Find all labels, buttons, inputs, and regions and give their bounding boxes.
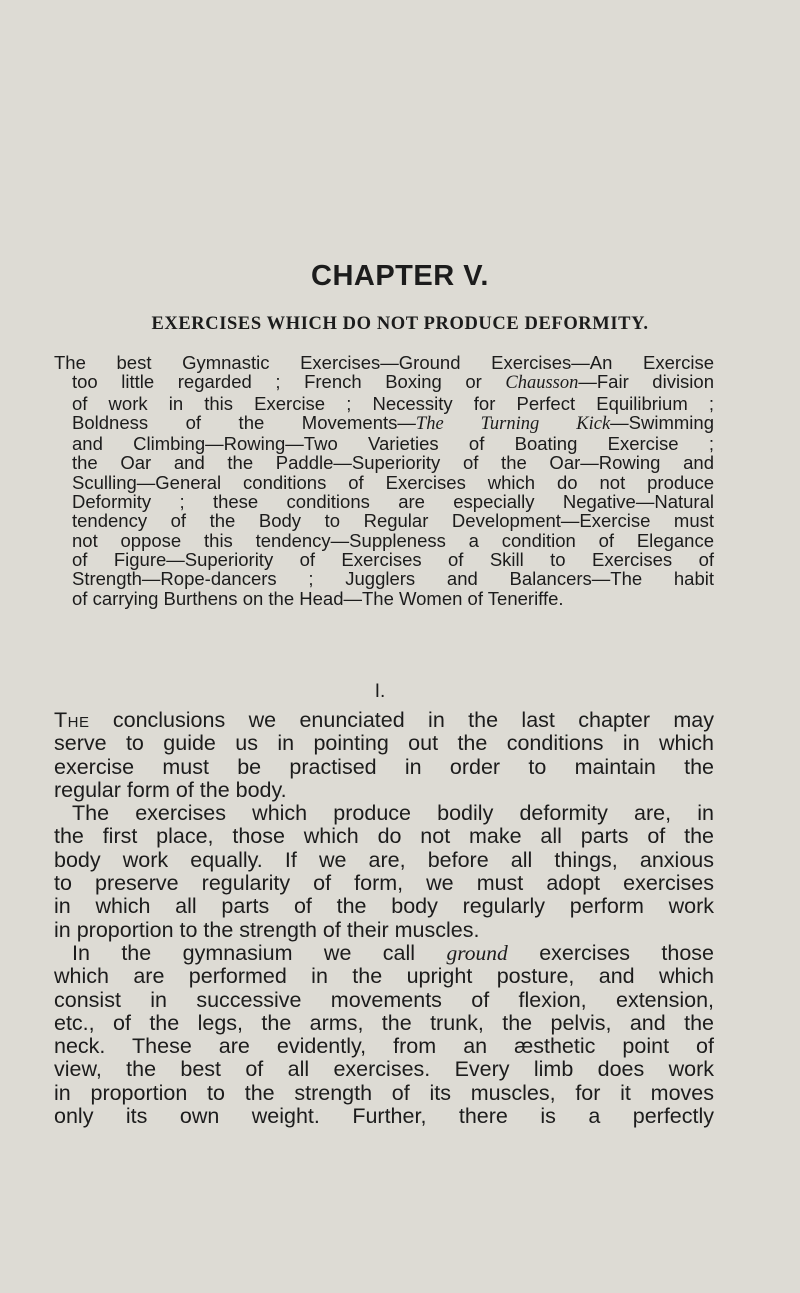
body-line xyxy=(54,756,714,779)
body-line xyxy=(54,825,714,848)
body-line xyxy=(54,1058,714,1081)
summary-text: Deformity ; these conditions are especially Negative—Natural xyxy=(72,491,714,513)
italic-term: ground xyxy=(446,940,508,965)
lead-word: The xyxy=(54,708,90,732)
summary-line xyxy=(54,550,714,569)
body-line xyxy=(54,709,714,732)
body-text: conclusions we enunciated in the last chapter may xyxy=(89,708,714,732)
summary-text: of work in this Exercise ; Necessity for Perfect Equilibrium ; xyxy=(72,392,714,414)
body-line xyxy=(54,989,714,1012)
summary-line xyxy=(54,372,714,393)
body-line xyxy=(54,895,714,918)
summary-text: Boldness of the Movements— xyxy=(72,411,416,433)
body-line xyxy=(54,779,714,802)
summary-text: Sculling—General conditions of Exercises which do not produce xyxy=(72,471,714,493)
summary-text-after: —Fair division xyxy=(578,371,714,393)
italic-term: The Turning Kick xyxy=(415,413,611,434)
body-text: to preserve regularity of form, we must adopt exercises xyxy=(54,871,714,896)
body-text-after: exercises those xyxy=(507,940,714,965)
summary-text: Strength—Rope-dancers ; Jugglers and Balancers—The habit xyxy=(72,568,714,590)
body-text: in proportion to the strength of its muscles, for it moves xyxy=(54,1080,714,1105)
body-text: serve to guide us in pointing out the conditions in which xyxy=(54,731,714,756)
chapter-subtitle: EXERCISES WHICH DO NOT PRODUCE DEFORMITY. xyxy=(151,314,649,334)
italic-term: Chausson xyxy=(505,373,579,394)
summary-line xyxy=(54,569,714,588)
summary-line xyxy=(54,434,714,453)
summary-text-after: —Swimming xyxy=(610,411,714,433)
body-text: The exercises which produce bodily deformity are, in xyxy=(72,801,714,826)
summary-text: of Figure—Superiority of Exercises of Skill to Exercises of xyxy=(72,548,714,570)
body-text: view, the best of all exercises. Every limb does work xyxy=(54,1057,714,1082)
summary-line xyxy=(54,589,714,608)
summary-line xyxy=(54,492,714,511)
body-text: in proportion to the strength of their muscles. xyxy=(54,917,480,942)
body-line xyxy=(54,919,714,942)
body-line xyxy=(54,1035,714,1058)
body-text: exercise must be practised in order to maintain the xyxy=(54,754,714,779)
body-line xyxy=(54,802,714,825)
body-line xyxy=(54,732,714,755)
body-text xyxy=(54,709,714,1128)
summary-line xyxy=(54,511,714,530)
body-text: consist in successive movements of flexion, extension, xyxy=(54,987,714,1012)
summary-text: too little regarded ; French Boxing or xyxy=(72,371,506,393)
chapter-summary xyxy=(54,353,714,608)
body-line xyxy=(54,1012,714,1035)
summary-line xyxy=(54,353,714,372)
body-text: body work equally. If we are, before all things, anxious xyxy=(54,847,714,872)
summary-text: not oppose this tendency—Suppleness a condition of Elegance xyxy=(72,529,714,551)
body-line xyxy=(54,849,714,872)
body-line xyxy=(54,965,714,988)
body-line xyxy=(54,942,714,965)
summary-line xyxy=(54,413,714,434)
body-text: the first place, those which do not make all parts of the xyxy=(54,824,714,849)
body-text: only its own weight. Further, there is a perfectly xyxy=(54,1104,714,1129)
summary-line xyxy=(54,531,714,550)
body-text: neck. These are evidently, from an æsthetic point of xyxy=(54,1034,714,1059)
section-number: I. xyxy=(374,681,386,702)
summary-line xyxy=(54,453,714,472)
summary-text: and Climbing—Rowing—Two Varieties of Boating Exercise ; xyxy=(72,433,714,455)
body-text: etc., of the legs, the arms, the trunk, the pelvis, and the xyxy=(54,1010,714,1035)
body-line xyxy=(54,1105,714,1128)
body-line xyxy=(54,1082,714,1105)
body-text: regular form of the body. xyxy=(54,777,287,802)
summary-line xyxy=(54,473,714,492)
body-text: In the gymnasium we call xyxy=(72,940,447,965)
chapter-title: CHAPTER V. xyxy=(311,260,489,292)
body-text: in which all parts of the body regularly perform work xyxy=(54,894,714,919)
summary-line xyxy=(54,394,714,413)
summary-text: of carrying Burthens on the Head—The Women of Teneriffe. xyxy=(72,587,564,609)
body-text: which are performed in the upright posture, and which xyxy=(54,964,714,989)
body-line xyxy=(54,872,714,895)
summary-text: tendency of the Body to Regular Development—Exercise must xyxy=(72,510,714,532)
summary-text: The best Gymnastic Exercises—Ground Exercises—An Exercise xyxy=(54,352,714,373)
summary-text: the Oar and the Paddle—Superiority of the Oar—Rowing and xyxy=(72,452,714,474)
